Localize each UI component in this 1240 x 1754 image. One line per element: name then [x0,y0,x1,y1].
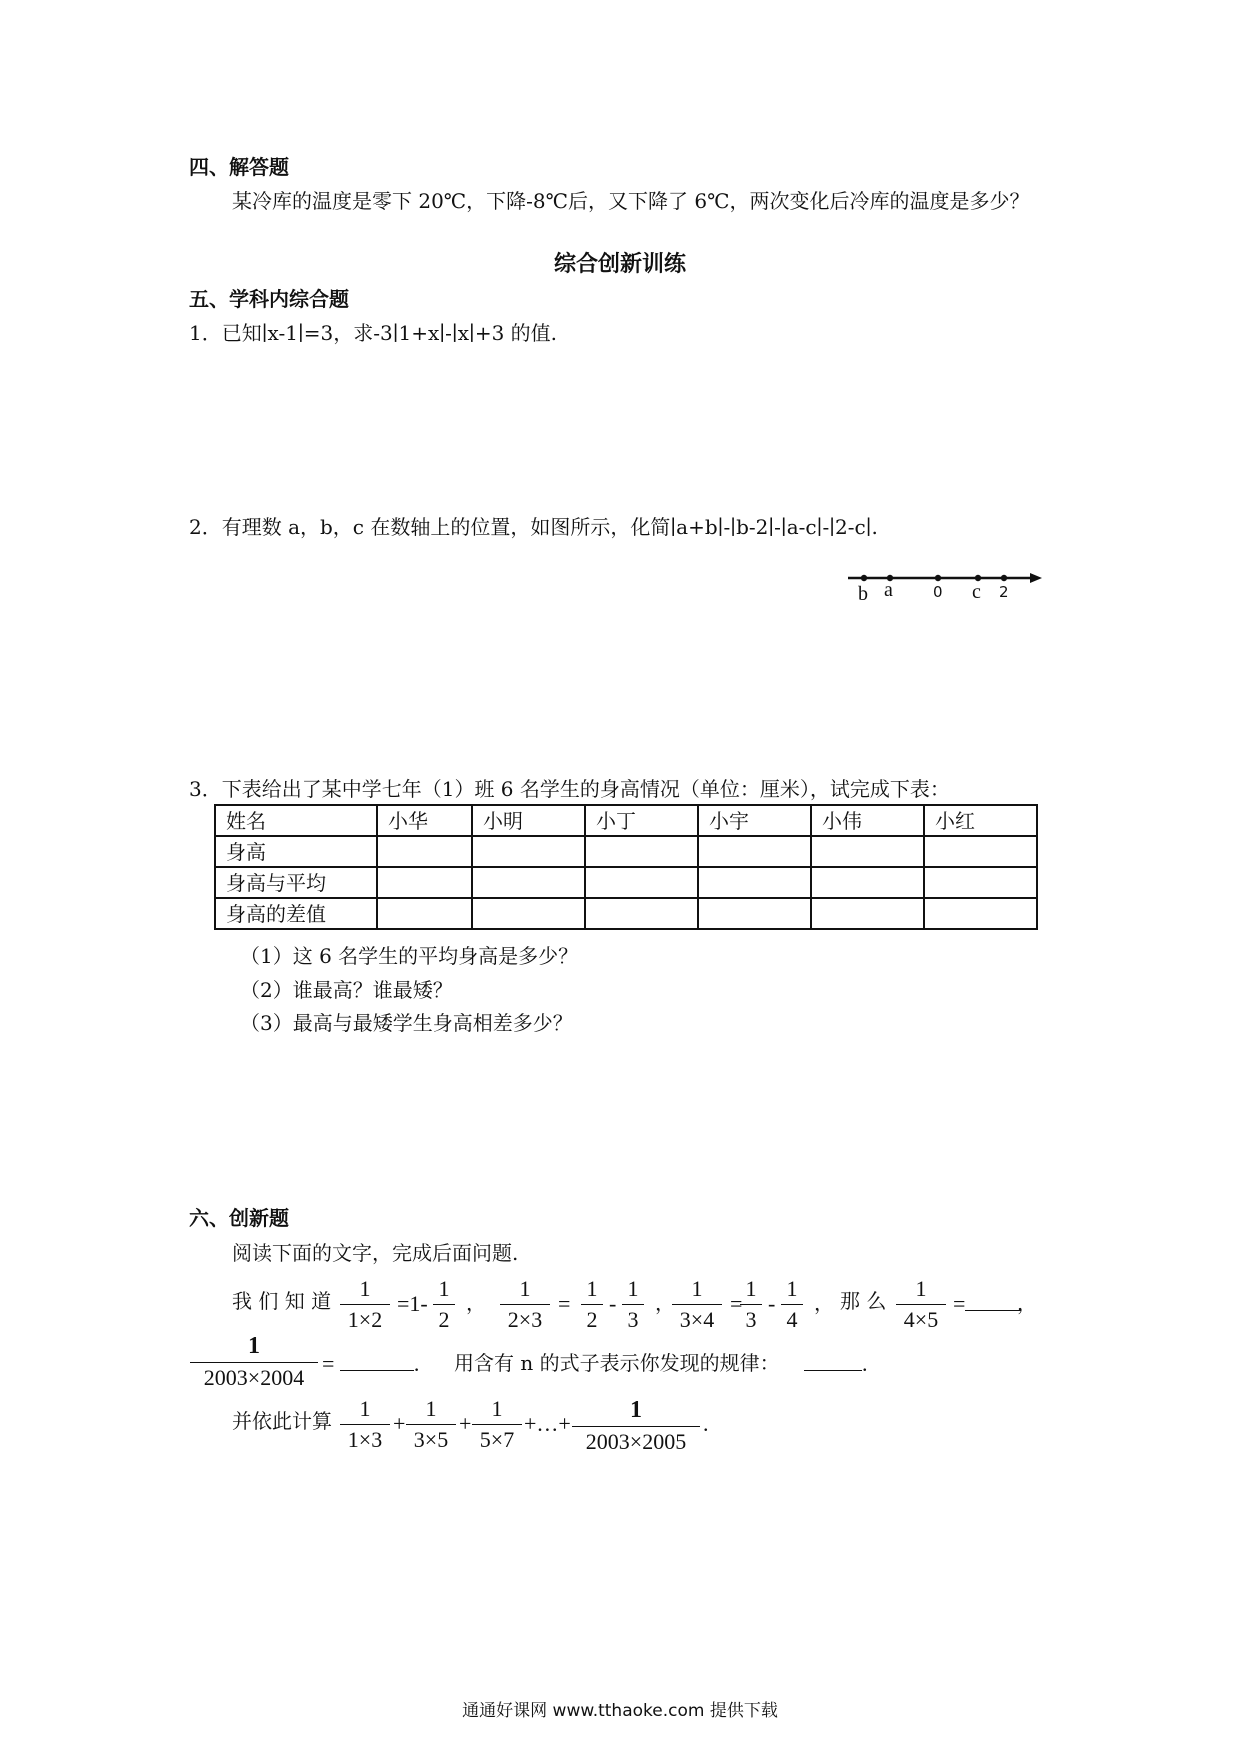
sub-question-3: （3）最高与最矮学生身高相差多少？ [240,1011,573,1035]
comma: ， [1017,1291,1037,1315]
page-footer: 通通好课网 www.tthaoke.com 提供下载 [462,1701,778,1721]
fraction-numerator: 1 [248,1333,260,1359]
table-cell [377,898,472,929]
rule-prompt: 用含有 n 的式子表示你发现的规律： [454,1351,780,1375]
table-header-cell: 小明 [472,805,585,836]
table-cell [811,898,924,929]
section4-question: 某冷库的温度是零下 20℃，下降-8℃后，又下降了 6℃，两次变化后冷库的温度是多少？ [232,189,1030,213]
fraction-numerator: 1 [491,1396,503,1421]
sub-question-1: （1）这 6 名学生的平均身高是多少？ [240,944,579,968]
fraction-1-over-5x7 [472,1398,522,1451]
fraction-denominator: 2003×2005 [585,1429,687,1454]
fraction-1-over-3 [622,1278,644,1331]
table-cell [924,836,1037,867]
equals-sign: = [730,1291,743,1316]
number-line-label-0: 0 [933,583,943,601]
fraction-numerator: 1 [425,1396,437,1421]
answer-blank[interactable] [804,1369,862,1371]
table-cell [377,867,472,898]
table-row-label: 身高 [215,836,377,867]
answer-blank[interactable] [340,1369,414,1371]
number-line-diagram [838,562,1048,612]
fraction-1-over-1x3 [340,1398,390,1451]
table-header-cell: 小伟 [811,805,924,836]
equals-blank-2: = . [322,1351,420,1376]
fraction-denominator: 3×5 [413,1427,449,1452]
fraction-1-over-2x3 [500,1278,550,1331]
question-2: 2．有理数 a，b，c 在数轴上的位置，如图所示，化简∣a+b∣-∣b-2∣-∣a-c∣-∣2-c∣. [189,515,878,539]
section6-intro: 阅读下面的文字，完成后面问题. [232,1241,519,1265]
fraction-1-over-2003x2005 [572,1398,700,1453]
equals-blank-1: = [953,1293,1021,1315]
fraction-1-over-3x5 [406,1398,456,1451]
fraction-numerator: 1 [586,1276,598,1301]
fraction-denominator: 2×3 [507,1307,543,1332]
table-cell [585,836,698,867]
fraction-denominator: 3×4 [679,1307,715,1332]
fraction-numerator: 1 [786,1276,798,1301]
fraction-1-over-2b [581,1278,603,1331]
table-cell [377,836,472,867]
fraction-1-over-3x4 [672,1278,722,1331]
fraction-denominator: 2003×2004 [203,1365,305,1390]
fraction-denominator: 2 [586,1307,598,1332]
number-line-label-2: 2 [999,583,1009,601]
table-row-label: 身高的差值 [215,898,377,929]
table-header-cell: 小华 [377,805,472,836]
number-line-label-b: b [858,583,868,605]
fraction-numerator: 1 [691,1276,703,1301]
then-text: 那 么 [840,1289,887,1313]
table-cell [698,898,811,929]
ellipsis-plus: +…+ [524,1411,571,1436]
fraction-numerator: 1 [359,1276,371,1301]
fraction-denominator: 1×3 [347,1427,383,1452]
question-3: 3．下表给出了某中学七年（1）班 6 名学生的身高情况（单位：厘米），试完成下表： [189,777,950,801]
table-header-row [215,805,1037,836]
table-cell [472,836,585,867]
table-row [215,867,1037,898]
fraction-denominator: 4 [786,1307,798,1332]
table-cell [698,867,811,898]
table-row-label: 身高与平均 [215,867,377,898]
minus-sign: - [609,1291,617,1316]
table-cell [811,836,924,867]
table-row [215,898,1037,929]
answer-blank[interactable] [965,1309,1021,1311]
fraction-1-over-4x5 [896,1278,946,1331]
we-know-text: 我 们 知 道 [232,1289,332,1313]
number-line-label-a: a [884,579,893,601]
section4-heading: 四、解答题 [189,155,289,179]
sub-question-2: （2）谁最高？谁最矮？ [240,978,453,1002]
fraction-1-over-4 [781,1278,803,1331]
fraction-numerator: 1 [438,1276,450,1301]
period: . [703,1411,709,1436]
table-cell [585,898,698,929]
fraction-denominator: 3 [745,1307,757,1332]
fraction-denominator: 5×7 [479,1427,515,1452]
calc-prefix: 并依此计算 [232,1409,332,1433]
table-header-cell: 小丁 [585,805,698,836]
fraction-numerator: 1 [915,1276,927,1301]
fraction-1-over-2 [433,1278,455,1331]
equals-one-minus: =1- [397,1291,428,1316]
comma: ， [814,1291,834,1315]
height-table [214,804,1038,930]
fraction-numerator: 1 [519,1276,531,1301]
table-cell [585,867,698,898]
rule-blank: . [804,1353,868,1375]
table-header-cell: 姓名 [215,805,377,836]
fraction-1-over-1x2 [340,1278,390,1331]
plus-sign: + [393,1411,406,1436]
fraction-1-over-2003x2004 [190,1334,318,1389]
fraction-1-over-3b [740,1278,762,1331]
table-cell [472,867,585,898]
number-line-label-c: c [972,581,981,603]
question-1: 1．已知∣x-1∣=3，求-3∣1+x∣-∣x∣+3 的值. [189,321,558,345]
fraction-denominator: 3 [627,1307,639,1332]
comma: ， [655,1291,675,1315]
table-header-cell: 小宇 [698,805,811,836]
fraction-denominator: 4×5 [903,1307,939,1332]
section5-heading: 五、学科内综合题 [189,287,349,311]
section6-heading: 六、创新题 [189,1206,289,1230]
table-cell [698,836,811,867]
minus-sign: - [768,1291,776,1316]
comma: ， [466,1291,486,1315]
training-title: 综合创新训练 [553,252,686,277]
fraction-numerator: 1 [630,1397,642,1423]
fraction-numerator: 1 [745,1276,757,1301]
fraction-denominator: 1×2 [347,1307,383,1332]
plus-sign: + [459,1411,472,1436]
table-cell [811,867,924,898]
equals-sign: = [558,1291,571,1316]
table-cell [924,867,1037,898]
table-header-cell: 小红 [924,805,1037,836]
table-row [215,836,1037,867]
table-cell [472,898,585,929]
fraction-numerator: 1 [627,1276,639,1301]
table-cell [924,898,1037,929]
fraction-numerator: 1 [359,1396,371,1421]
fraction-denominator: 2 [438,1307,450,1332]
